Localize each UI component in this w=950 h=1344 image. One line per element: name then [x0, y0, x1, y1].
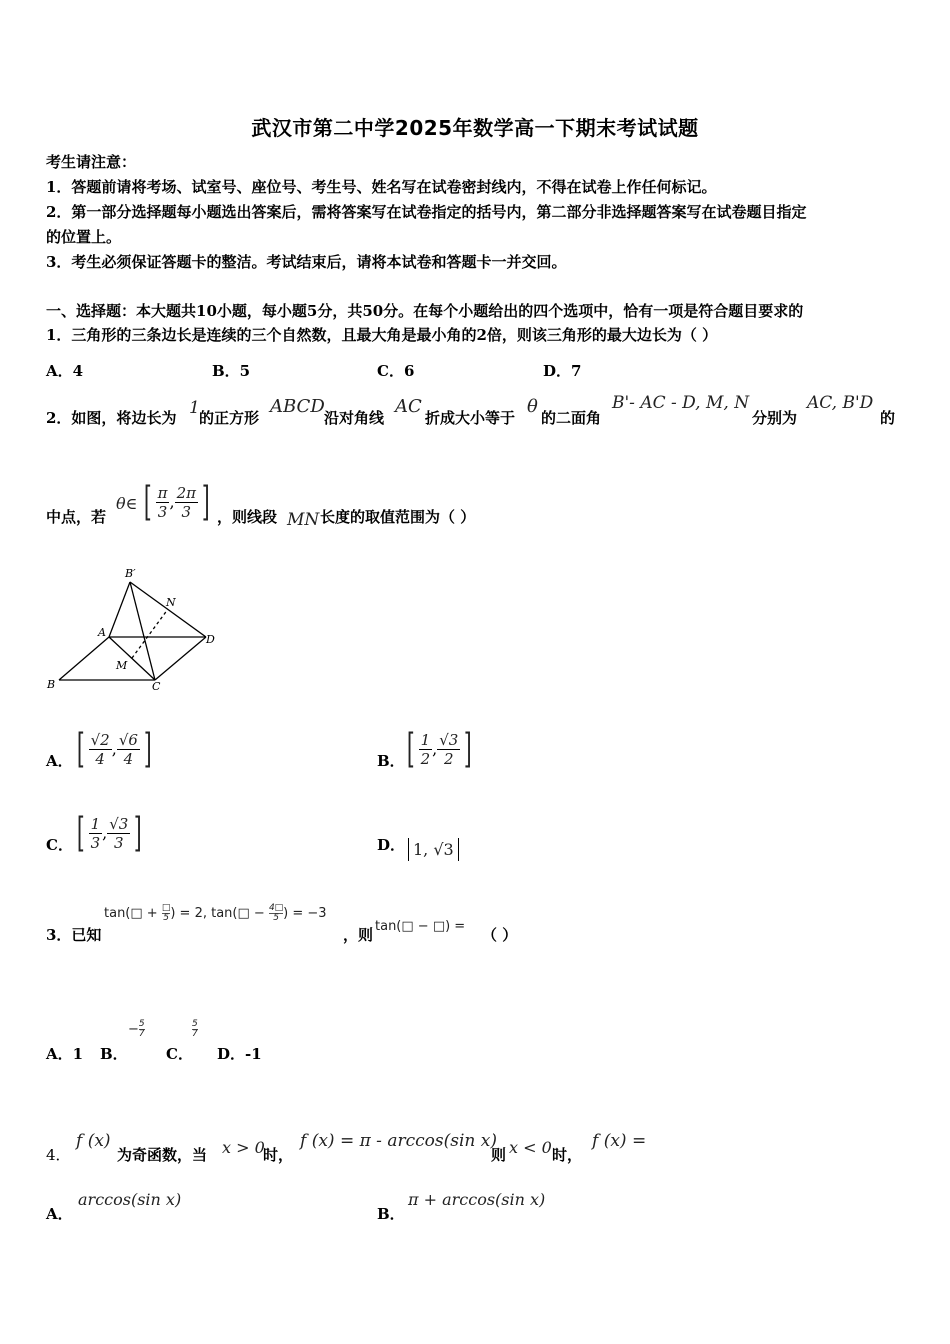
q4-option-a: arccos(sin x)	[78, 1190, 182, 1209]
q2-interval: [ $\frac{\pi}{3}$ , $\frac{2\pi}{3}$ ]	[143, 479, 210, 525]
fraction: $\frac{\pi}{3}$	[157, 483, 168, 521]
q2-option-b-label: B．	[377, 752, 405, 770]
q4-option-b-label: B．	[377, 1205, 405, 1223]
fraction: $\frac{2\pi}{3}$	[176, 483, 196, 521]
q4-expression: f (x) = π - arccos(sin x)	[300, 1131, 497, 1151]
question-3-number: 3．已知	[46, 926, 102, 944]
label-c: C	[152, 680, 161, 693]
q3-ask: tan(□ − □) =	[375, 919, 466, 934]
page-title: 武汉市第二中学2025年数学高一下期末考试试题	[251, 116, 699, 140]
q2-diagonal: AC	[395, 396, 422, 417]
q2-side-length: 1	[189, 398, 200, 418]
question-2-number: 2．如图，将边长为	[46, 409, 177, 427]
label-d: D	[206, 633, 215, 646]
q2-figure	[44, 562, 224, 694]
q4-text: 为奇函数，当	[117, 1146, 208, 1164]
q1-option-d: D．7	[543, 362, 582, 380]
section-heading: 一、选择题：本大题共10小题，每小题5分，共50分。在每个小题给出的四个选项中，恰有一项是符合题目要求的	[46, 302, 804, 320]
q2-option-d: 1, √3	[408, 838, 459, 861]
q4-text: 则	[491, 1146, 507, 1164]
q2-text: 的	[880, 409, 896, 427]
q4-option-b: π + arccos(sin x)	[408, 1190, 546, 1209]
q4-option-a-label: A．	[46, 1205, 73, 1223]
q4-text: 时，	[263, 1146, 294, 1164]
q2-option-a: [ $\frac{√2}{4}$ , $\frac{√6}{4}$ ]	[76, 726, 152, 772]
notice-item: 3．考生必须保证答题卡的整洁。考试结束后，请将本试卷和答题卡一并交回。	[46, 253, 567, 271]
q4-condition-1: x > 0	[222, 1138, 265, 1157]
q2-theta: θ	[527, 396, 538, 417]
label-b: B	[47, 678, 56, 691]
q4-function: f (x)	[76, 1131, 111, 1151]
q1-option-a: A．4	[46, 362, 84, 380]
q2-text: 长度的取值范围为（ ）	[320, 508, 476, 526]
q2-dihedral: B'- AC - D, M, N	[612, 393, 750, 413]
q2-text: 折成大小等于	[425, 409, 516, 427]
q3-option-b-value: − $\frac{5}{7}$	[128, 1019, 145, 1039]
notice-heading: 考生请注意：	[46, 153, 137, 171]
q1-option-b: B．5	[212, 362, 251, 380]
q2-option-c: [ $\frac{1}{3}$ , $\frac{√3}{3}$ ]	[76, 810, 143, 856]
question-4-number: 4．	[46, 1146, 71, 1164]
label-m: M	[116, 659, 128, 672]
right-bracket: ]	[201, 479, 210, 525]
q2-segment: MN	[287, 510, 320, 530]
q2-text: 中点，若	[46, 508, 107, 526]
q1-option-c: C．6	[377, 362, 415, 380]
q3-option-b-label: B．	[100, 1045, 128, 1063]
q2-option-d-label: D．	[377, 836, 406, 854]
q3-paren: （ ）	[482, 926, 518, 944]
q2-option-c-label: C．	[46, 836, 73, 854]
q2-midpoints: AC, B'D	[807, 393, 874, 413]
q2-square-name: ABCD	[270, 396, 325, 417]
notice-item: 2．第一部分选择题每小题选出答案后，需将答案写在试卷指定的括号内，第二部分非选择题答案写在试卷题目指定	[46, 203, 807, 221]
notice-item: 1．答题前请将考场、试室号、座位号、考生号、姓名写在试卷密封线内，不得在试卷上作任何标记。	[46, 178, 717, 196]
q3-option-a: A．1	[46, 1045, 84, 1063]
q2-condition: θ∈	[116, 494, 138, 513]
q2-text: 分别为	[752, 409, 798, 427]
q4-ask: f (x) =	[592, 1131, 647, 1151]
q4-condition-2: x < 0	[509, 1138, 552, 1157]
q3-given: tan(□ + $\frac{□}{5}) = 2$, tan(□ − $\frac{4□}{5}) = -3$	[104, 903, 327, 923]
q2-option-b: [ $\frac{1}{2}$ , $\frac{√3}{2}$ ]	[406, 726, 473, 772]
left-bracket: [	[143, 479, 152, 525]
q2-text: 的正方形	[199, 409, 260, 427]
notice-item: 的位置上。	[46, 228, 122, 246]
q3-option-c-label: C．	[166, 1045, 193, 1063]
q2-text: ，则线段	[217, 508, 278, 526]
q4-text: 时，	[552, 1146, 583, 1164]
q2-text: 的二面角	[541, 409, 602, 427]
q3-text: ，则	[343, 926, 374, 944]
question-1-stem: 1．三角形的三条边长是连续的三个自然数，且最大角是最小角的2倍，则该三角形的最大边长为（ ）	[46, 326, 718, 344]
label-a: A	[98, 626, 106, 639]
q3-option-d: D．-1	[217, 1045, 262, 1063]
q3-option-c-value: $\frac{5}{7}$	[192, 1019, 198, 1039]
label-b-prime: B′	[125, 567, 136, 580]
label-n: N	[166, 596, 176, 609]
q2-text: 沿对角线	[324, 409, 385, 427]
q2-option-a-label: A．	[46, 752, 73, 770]
